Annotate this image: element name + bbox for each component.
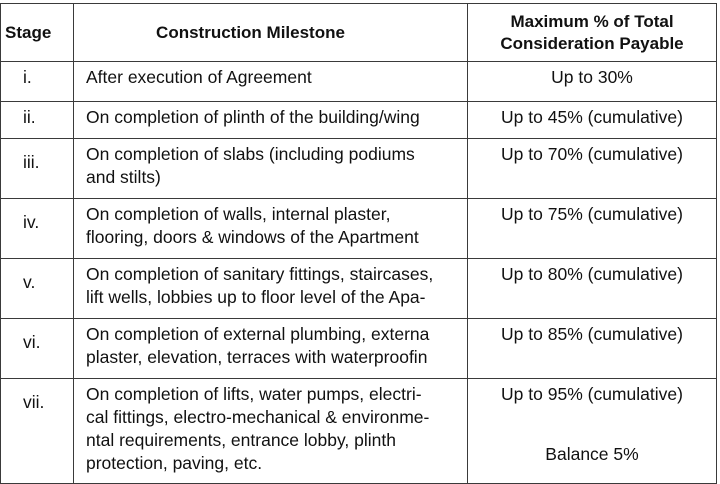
payable-cell	[468, 319, 717, 379]
table-row	[1, 139, 717, 199]
milestone-line: flooring, doors & windows of the Apartment	[86, 227, 419, 247]
header-payable-line1: Maximum % of Total	[510, 11, 674, 31]
payable-value: Up to 75% (cumulative)	[501, 204, 683, 224]
header-stage: Stage	[1, 4, 74, 62]
milestone-cell	[74, 199, 468, 259]
milestone-cell	[74, 379, 468, 484]
milestone-cell	[74, 259, 468, 319]
table-row	[1, 102, 717, 139]
milestone-line: and stilts)	[86, 167, 161, 187]
milestone-cell	[74, 102, 468, 139]
header-payable	[468, 4, 717, 62]
payable-cell	[468, 379, 717, 484]
payable-cell	[468, 62, 717, 102]
table-row	[1, 379, 717, 484]
header-milestone: Construction Milestone	[74, 4, 468, 62]
payable-value: Up to 30%	[551, 67, 633, 87]
payable-cell	[468, 139, 717, 199]
table-row	[1, 259, 717, 319]
payable-value: Up to 85% (cumulative)	[501, 324, 683, 344]
stage-cell: vi.	[1, 319, 74, 379]
milestone-line: lift wells, lobbies up to floor level of the Apa-	[86, 287, 426, 307]
milestone-line: On completion of walls, internal plaster,	[86, 204, 391, 224]
milestone-line: After execution of Agreement	[86, 67, 312, 87]
milestone-line: On completion of plinth of the building/wing	[86, 107, 420, 127]
stage-cell: iv.	[1, 199, 74, 259]
table-row	[1, 62, 717, 102]
table-header	[1, 4, 717, 62]
milestone-line: plaster, elevation, terraces with waterproofin	[86, 347, 428, 367]
payable-value: Up to 45% (cumulative)	[501, 107, 683, 127]
header-row	[1, 4, 717, 62]
payable-value: Up to 80% (cumulative)	[501, 264, 683, 284]
payable-value: Up to 70% (cumulative)	[501, 144, 683, 164]
milestone-line: On completion of slabs (including podiums	[86, 144, 415, 164]
milestone-line: On completion of sanitary fittings, staircases,	[86, 264, 434, 284]
payable-balance: Balance 5%	[545, 444, 639, 464]
milestone-cell	[74, 139, 468, 199]
payable-cell	[468, 102, 717, 139]
milestone-cell	[74, 62, 468, 102]
header-payable-line2: Consideration Payable	[500, 33, 684, 53]
payable-cell	[468, 199, 717, 259]
table-row	[1, 199, 717, 259]
payable-cell	[468, 259, 717, 319]
payment-schedule-table	[0, 3, 717, 484]
stage-cell: vii.	[1, 379, 74, 484]
table-row	[1, 319, 717, 379]
milestone-line: protection, paving, etc.	[86, 453, 263, 473]
stage-cell: v.	[1, 259, 74, 319]
milestone-cell	[74, 319, 468, 379]
milestone-line: On completion of external plumbing, externa	[86, 324, 430, 344]
stage-cell: iii.	[1, 139, 74, 199]
milestone-line: On completion of lifts, water pumps, electri-	[86, 384, 422, 404]
milestone-line: ntal requirements, entrance lobby, plinth	[86, 430, 396, 450]
stage-cell: i.	[1, 62, 74, 102]
payable-value: Up to 95% (cumulative)	[501, 384, 683, 404]
milestone-line: cal fittings, electro-mechanical & environme-	[86, 407, 430, 427]
stage-cell: ii.	[1, 102, 74, 139]
table-body	[1, 62, 717, 484]
